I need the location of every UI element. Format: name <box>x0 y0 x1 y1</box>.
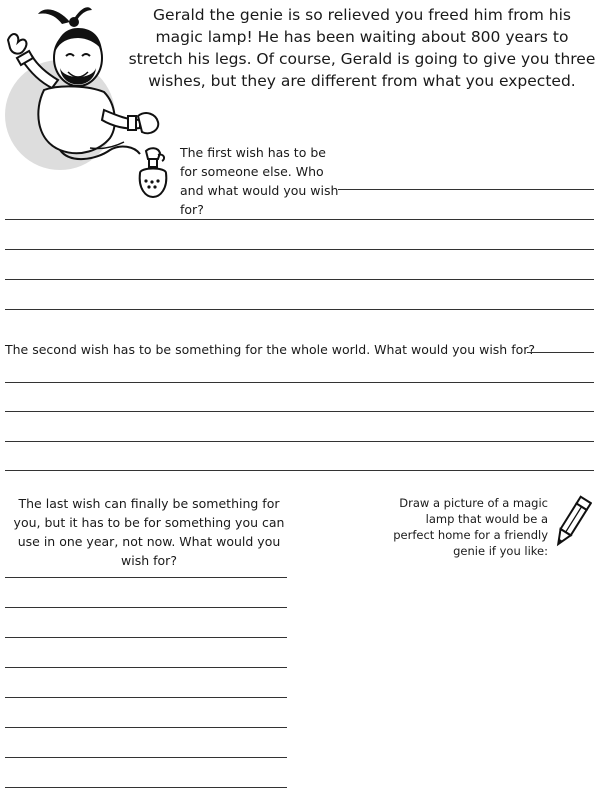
second-wish-answer-line[interactable] <box>5 470 594 471</box>
first-wish-answer-line[interactable] <box>5 279 594 280</box>
third-wish-answer-line[interactable] <box>5 727 287 728</box>
drawing-prompt: Draw a picture of a magic lamp that would be a perfect home for a friendly genie if you like: <box>393 496 548 558</box>
second-wish-answer-line[interactable] <box>5 382 594 383</box>
second-wish-question: The second wish has to be something for the whole world. What would you wish for? <box>5 342 536 357</box>
first-wish-answer-line[interactable] <box>5 219 594 220</box>
first-wish-answer-line[interactable] <box>5 249 594 250</box>
first-wish-answer-line[interactable] <box>5 309 594 310</box>
second-wish-answer-line[interactable] <box>527 352 594 353</box>
third-wish-answer-line[interactable] <box>5 667 287 668</box>
first-wish-question: The first wish has to be for someone else. Who and what would you wish for? <box>180 145 339 217</box>
third-wish-answer-line[interactable] <box>5 607 287 608</box>
pencil-icon <box>552 492 592 552</box>
intro-paragraph: Gerald the genie is so relieved you freed him from his magic lamp! He has been waiting about 800 years to stretch his legs. Of course, Gerald is going to give you three wishes, but they are different from what you expected. <box>128 6 596 90</box>
magic-lamp-icon <box>132 145 172 200</box>
second-wish-answer-line[interactable] <box>5 441 594 442</box>
second-wish-answer-line[interactable] <box>5 411 594 412</box>
third-wish-answer-line[interactable] <box>5 697 287 698</box>
third-wish-answer-line[interactable] <box>5 787 287 788</box>
third-wish-answer-line[interactable] <box>5 757 287 758</box>
third-wish-answer-line[interactable] <box>5 637 287 638</box>
third-wish-answer-line[interactable] <box>5 577 287 578</box>
third-wish-question: The last wish can finally be something for you, but it has to be for something you can use in one year, not now. What would you wish for? <box>13 496 285 568</box>
first-wish-answer-line[interactable] <box>338 189 594 190</box>
